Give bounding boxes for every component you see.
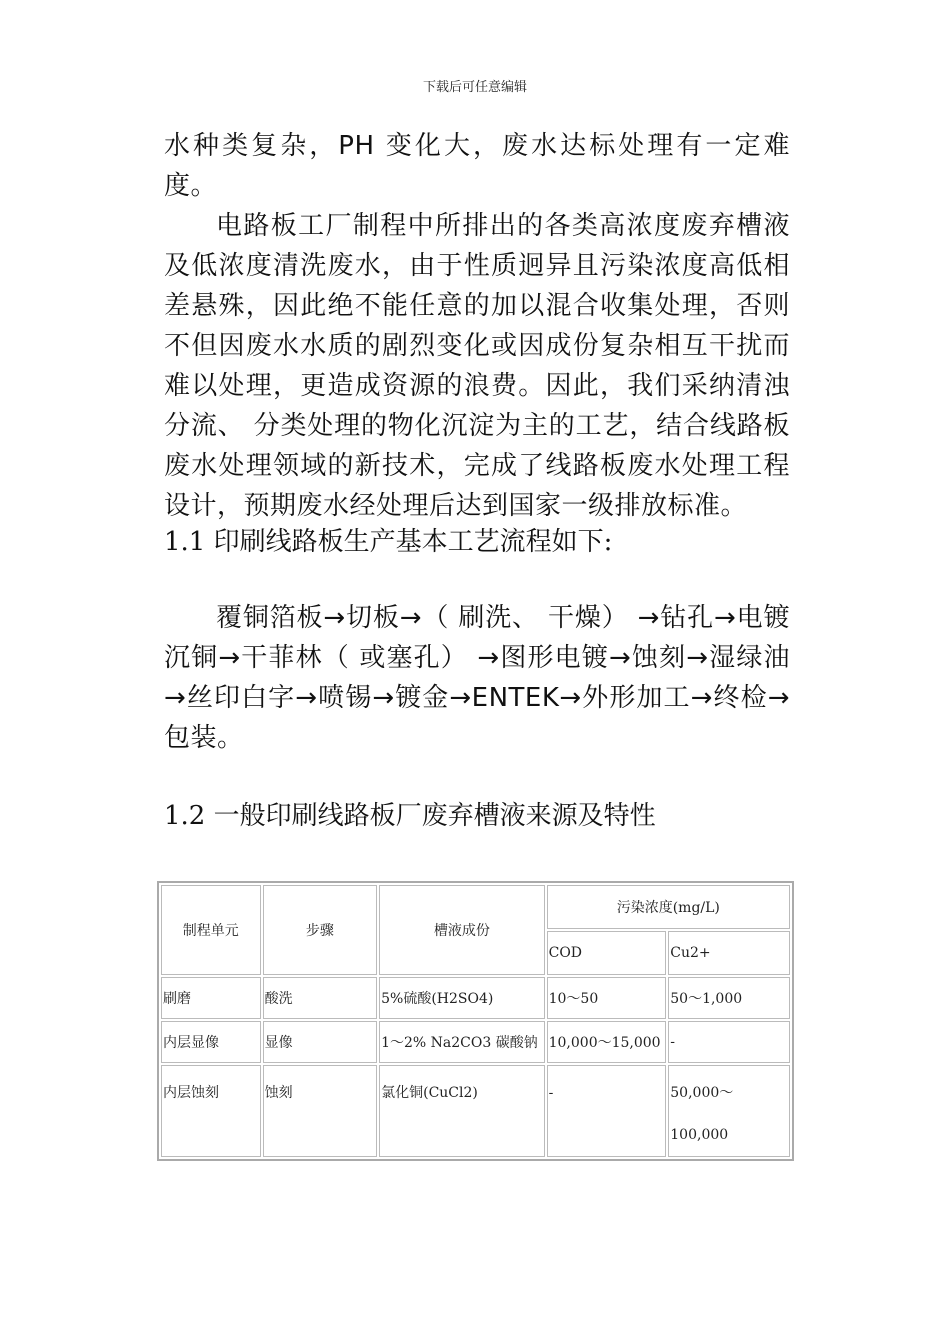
paragraph-intro: 电路板工厂制程中所排出的各类高浓度废弃槽液及低浓度清洗废水，由于性质迥异且污染浓度高低相差悬殊，因此绝不能任意的加以混合收集处理，否则不但因废水水质的剧烈变化或因成份复杂相互干扰而难以处理，更造成资源的浪费。因此，我们采纳清浊分流、 分类处理的物化沉淀为主的工艺，结合线路板废水处理领域的新技术，完成了线路板废水处理工程设计，预期废水经处理后达到国家一级排放标准。 xyxy=(164,211,790,521)
cell-cu-line2: 100,000 xyxy=(670,1127,729,1143)
cell-cu: - xyxy=(668,1021,790,1063)
paragraph-continuation: 水种类复杂，PH 变化大，废水达标处理有一定难度。 xyxy=(164,131,790,201)
cell-cu xyxy=(668,1065,790,1157)
cell-unit: 内层蚀刻 xyxy=(161,1065,261,1157)
header-step: 步骤 xyxy=(263,885,378,975)
cell-cu: 50～1,000 xyxy=(668,977,790,1019)
header-composition: 槽液成份 xyxy=(379,885,545,975)
header-concentration: 污染浓度(mg/L) xyxy=(547,885,790,929)
document-body xyxy=(164,126,790,526)
cell-cod: - xyxy=(547,1065,667,1157)
cell-composition: 5%硫酸(H2SO4) xyxy=(379,977,545,1019)
process-flow-paragraph: 覆铜箔板→切板→（ 刷洗、 干燥） →钻孔→电镀沉铜→干菲林（ 或塞孔） →图形电镀→蚀刻→湿绿油→丝印白字→喷锡→镀金→ENTEK→外形加工→终检→包装。 xyxy=(164,603,790,753)
table-row xyxy=(161,1065,790,1157)
cell-step: 显像 xyxy=(263,1021,378,1063)
cell-step: 酸洗 xyxy=(263,977,378,1019)
section-heading-1-2: 1.2 一般印刷线路板厂废弃槽液来源及特性 xyxy=(164,801,656,831)
header-unit: 制程单元 xyxy=(161,885,261,975)
cell-unit: 内层显像 xyxy=(161,1021,261,1063)
cell-cu-line1: 50,000～ xyxy=(670,1085,734,1101)
cell-step: 蚀刻 xyxy=(263,1065,378,1157)
header-cu: Cu2+ xyxy=(668,931,790,975)
cell-composition: 氯化铜(CuCl2) xyxy=(379,1065,545,1157)
page-header: 下载后可任意编辑 xyxy=(422,80,527,95)
cell-cod: 10,000～15,000 xyxy=(547,1021,667,1063)
waste-liquid-table xyxy=(157,881,794,1161)
cell-cod: 10～50 xyxy=(547,977,667,1019)
cell-composition: 1～2% Na2CO3 碳酸钠 xyxy=(379,1021,545,1063)
cell-unit: 刷磨 xyxy=(161,977,261,1019)
header-cod: COD xyxy=(547,931,667,975)
section-heading-1-1: 1.1 印刷线路板生产基本工艺流程如下: xyxy=(164,527,613,557)
table-row xyxy=(161,1021,790,1063)
table-row xyxy=(161,977,790,1019)
